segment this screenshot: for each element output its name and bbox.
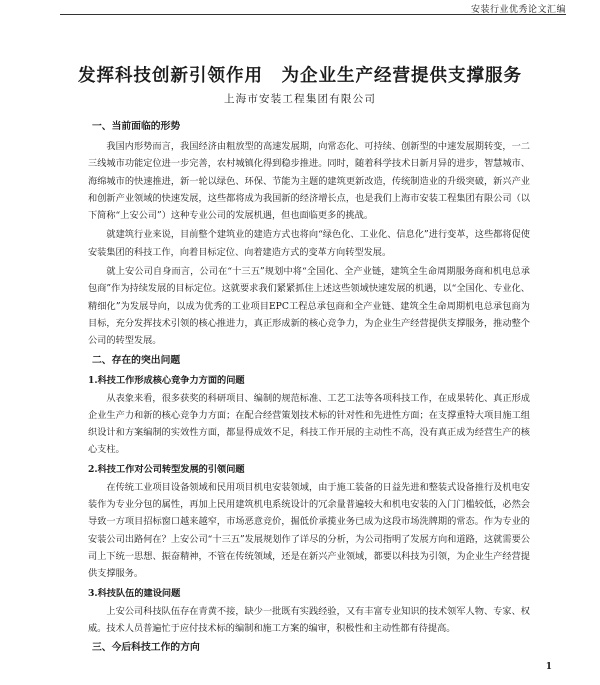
subsection-heading: 1.科技工作形成核心竞争力方面的问题: [88, 374, 245, 386]
header-rule: [60, 14, 566, 15]
section-heading-problems: 二、存在的突出问题: [92, 354, 181, 366]
running-header: 安装行业优秀论文汇编: [470, 5, 566, 15]
paragraph: 就上安公司自身而言，公司在“十三五”规划中将“全国化、全产业链，建筑全生命周期服务商和机电总承包商”作为持续发展的目标定位。这就要求我们紧紧抓住上述这些领域快速发展的机遇，以“全国化、专业化、精细化”为发展导向，以成为优秀的工业项目EPC工程总承包商和全产业链、建筑全生命周期机电总承包商为目标，充分发挥技术引领的核心推进力，真正形成新的核心竞争力，为企业生产经营提供支撑服务，推动整个公司的转型发展。: [88, 266, 530, 347]
paragraph: 就建筑行业来说，目前整个建筑业的建造方式也将向“绿色化、工业化、信息化”进行变革，这些都将促使安装集团的科技工作，向着目标定位、向着建造方式的变革方向转型发展。: [88, 229, 530, 258]
article-title: 发挥科技创新引领作用 为企业生产经营提供支撑服务: [78, 66, 522, 86]
article-body: [88, 118, 530, 659]
paragraph: 上安公司科技队伍存在青黄不接，缺少一批既有实践经验，又有丰富专业知识的技术领军人物、专家、权威。技术人员普遍忙于应付技术标的编制和施工方案的编审，积极性和主动性都有待提高。: [88, 605, 530, 634]
article-author: 上海市安装工程集团有限公司: [223, 93, 377, 105]
paragraph: 在传统工业项目设备领域和民用项目机电安装领域，由于施工装备的日益先进和整装式设备推行及机电安装作为专业分包的属性，再加上民用建筑机电系统设计的冗余量普遍较大和机电安装的入门门槛较低，必然会导致一方项目招标窗口越来越窄，市场恶意竞价，掘低价承揽业务已成为这段市场洗牌期的常态。作为专业的安装公司出路何在？上安公司“十三五”发展规划作了详尽的分析，为公司指明了发展方向和道路，这就需要公司上下统一思想、振奋精神，不管在传统领域，还是在新兴产业领域，都要以科技为引领，为企业生产经营提供支撑服务。: [88, 481, 530, 580]
paragraph: 我国内形势而言，我国经济由粗放型的高速发展期，向常态化、可持续、创新型的中速发展期转变，一二三线城市功能定位进一步完善，农村城镇化得到稳步推进。同时，随着科学技术日新月异的进步，智慧城市、海绵城市的快速推进，新一轮以绿色、环保、节能为主题的建筑更新改造，传统制造业的升级突破，新兴产业和创新产业领域的快速发展，这些都将成为我国新的经济增长点，也是我们上海市安装工程集团有限公司（以下简称“上安公司”）这种专业公司的发展机遇，但也面临更多的挑战。: [88, 141, 530, 222]
paragraph: 从表象来看，很多获奖的科研项目、编制的规范标准、工艺工法等各项科技工作，在成果转化、真正形成企业生产力和新的核心竞争力方面；在配合经营策划技术标的针对性和先进性方面；在支撑重特大项目施工组织设计和方案编制的实效性方面，都显得成效不足，科技工作开展的主动性不高，没有真正成为经营生产的核心支柱。: [88, 392, 530, 456]
subsection-heading: 2.科技工作对公司转型发展的引领问题: [88, 463, 245, 475]
section-heading-direction: 三、今后科技工作的方向: [92, 642, 200, 654]
section-heading-situation: 一、当前面临的形势: [92, 121, 181, 132]
subsection-heading: 3.科技队伍的建设问题: [88, 587, 181, 599]
page-number: 1: [545, 662, 552, 672]
